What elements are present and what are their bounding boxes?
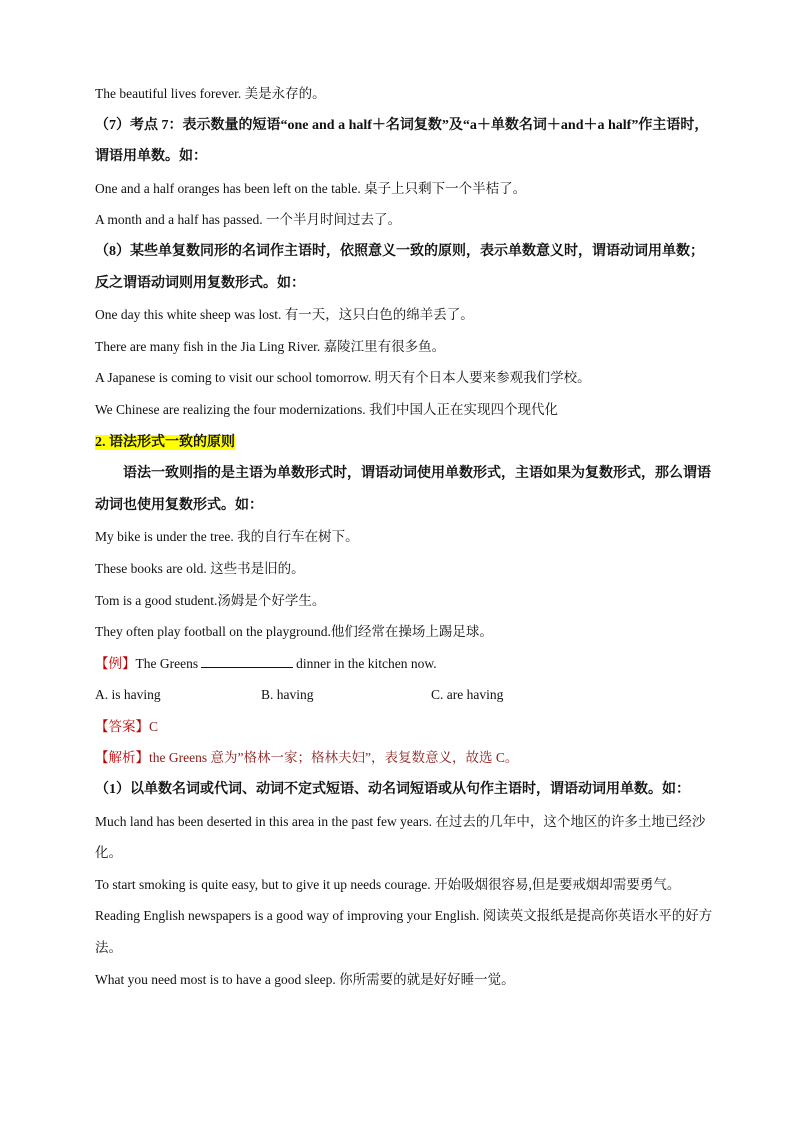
answer-tag: 【答案】	[95, 718, 149, 734]
point-8-heading: （8）某些单复数同形的名词作主语时，依照意义一致的原则，表示单数意义时，谓语动词用单数；	[95, 243, 704, 259]
text-line: Tom is a good student.汤姆是个好学生。	[95, 592, 326, 608]
text-line: To start smoking is quite easy, but to give it up needs courage. 开始吸烟很容易,但是要戒烟却需要勇气。	[95, 876, 681, 892]
example-before: The Greens	[135, 655, 199, 671]
example-after: dinner in the kitchen now.	[296, 655, 437, 671]
text-line: We Chinese are realizing the four modernizations. 我们中国人正在实现四个现代化	[95, 401, 559, 417]
section-2-paragraph: 语法一致则指的是主语为单数形式时，谓语动词使用单数形式，主语如果为复数形式，那么谓语	[123, 466, 711, 482]
example-options	[95, 679, 715, 711]
analysis-tag: 【解析】	[95, 750, 149, 766]
text-line: These books are old. 这些书是旧的。	[95, 560, 305, 576]
text-line: They often play football on the playground.他们经常在操场上踢足球。	[95, 624, 493, 640]
text-line: One and a half oranges has been left on the table. 桌子上只剩下一个半桔了。	[95, 180, 527, 196]
rule-1-heading: （1）以单数名词或代词、动词不定式短语、动名词短语或从句作主语时，谓语动词用单数。如：	[95, 782, 690, 798]
example-question	[95, 648, 715, 680]
option-a: A. is having	[95, 687, 161, 703]
analysis-text: the Greens 意为”格林一家；格林夫妇”，表复数意义，故选 C。	[149, 750, 519, 766]
answer-blank	[201, 655, 293, 668]
answer-line	[95, 711, 715, 743]
option-c: C. are having	[431, 687, 504, 703]
text-line: Reading English newspapers is a good way of improving your English. 阅读英文报纸是提高你英语水平的好方法。	[95, 908, 713, 956]
text-line: My bike is under the tree. 我的自行车在树下。	[95, 529, 359, 545]
analysis-line	[95, 742, 715, 774]
section-2-paragraph-cont: 动词也使用复数形式。如：	[95, 497, 263, 513]
point-8-heading-cont: 反之谓语动词则用复数形式。如：	[95, 275, 305, 291]
section-2-heading	[95, 426, 715, 459]
text-line: One day this white sheep was lost. 有一天，这只白色的绵羊丢了。	[95, 307, 474, 323]
text-line: Much land has been deserted in this area in the past few years. 在过去的几年中，这个地区的许多土地已经沙化。	[95, 813, 706, 861]
document-page	[95, 78, 715, 995]
point-7-heading: （7）考点 7：表示数量的短语“one and a half＋名词复数”及“a＋单数名词＋and＋a half”作主语时，	[95, 117, 709, 133]
text-line: The beautiful lives forever. 美是永存的。	[95, 86, 326, 101]
text-line: A month and a half has passed. 一个半月时间过去了。	[95, 212, 401, 228]
point-7-heading-cont: 谓语用单数。如：	[95, 149, 207, 165]
text-line: There are many fish in the Jia Ling River. 嘉陵江里有很多鱼。	[95, 338, 446, 354]
text-line: What you need most is to have a good sleep. 你所需要的就是好好睡一觉。	[95, 971, 515, 987]
example-tag: 【例】	[95, 655, 136, 671]
answer-value: C	[149, 718, 159, 734]
section-2-title: 2. 语法形式一致的原则	[95, 434, 235, 450]
text-line: A Japanese is coming to visit our school tomorrow. 明天有个日本人要来参观我们学校。	[95, 370, 591, 386]
option-b: B. having	[261, 687, 314, 703]
